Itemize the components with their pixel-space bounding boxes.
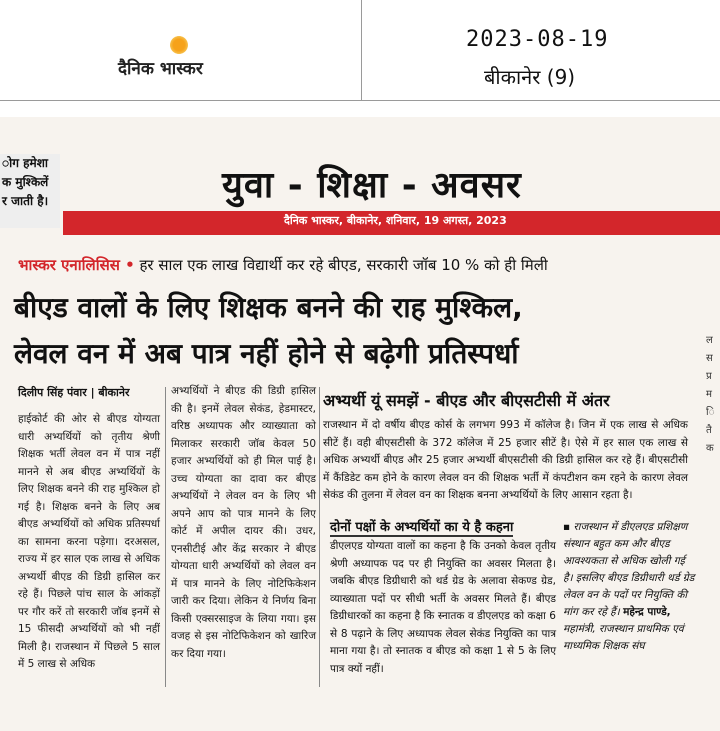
edition-page: बीकानेर (9) bbox=[484, 65, 576, 89]
page-header bbox=[0, 0, 720, 116]
right-edge-strip bbox=[706, 332, 720, 632]
header-divider bbox=[361, 0, 362, 100]
kicker-text: हर साल एक लाख विद्यार्थी कर रहे बीएड, सरकारी जॉब 10 % को ही मिली bbox=[139, 256, 548, 274]
news-clipping bbox=[0, 117, 720, 731]
box-body: डीएलएड योग्यता वालों का कहना है कि उनको केवल तृतीय श्रेणी अध्यापक पद पर ही नियुक्ति का अवसर मिलता है। जबकि बीएड डिग्रीधारी को थर्ड ग्रेड के अलावा सेकण्ड ग्रेड, व्याख्याता पदों पर सीधी भर्ती के अवसर मिलते हैं। बीएड डिग्रीधारकों का कहना है कि स्नातक व डीएलएड को कक्षा 6 से 8 पढ़ाने के लिए अध्यापक लेवल सेकंड नियुक्ति का पात्र माना गया है। तो स्नातक व बीएड को कक्षा 1 से 5 के लिए पात्र क्यों नहीं। bbox=[330, 540, 556, 675]
article-column-1: हाईकोर्ट की ओर से बीएड योग्यता धारी अभ्यर्थियों को तृतीय श्रेणी शिक्षक भर्ती लेवल वन में पात्र नहीं मानने से अब बीएड अभ्यर्थियों के लिए शिक्षक बनने की राह मुश्किल हो गई है। शिक्षक बनने के लिए अब बीएड अभ्यर्थियों को अधिक प्रतिस्पर्धा का सामना करना पड़ेगा। दरअसल, राज्य में हर साल एक लाख से अधिक अभ्यर्थी बीएड की डिग्री हासिल कर रहे हैं। पिछले पांच साल के आंकड़ों पर गौर करें तो सरकारी जॉब इनमें से 15 फीसदी अभ्यर्थियों को भी नहीं मिली है। राजस्थान में पिछले 5 साल में 5 लाख से अधिक bbox=[18, 413, 160, 670]
column-rule bbox=[319, 387, 320, 687]
quote-text: ▪ राजस्थान में डीएलएड प्रशिक्षण संस्थान बहुत कम और बीएड आवश्यकता से अधिक खोली गई है। इसलिए बीएड डिग्रीधारी थर्ड ग्रेड लेवल वन के पदों पर नियुक्ति की मांग कर रहे हैं। bbox=[563, 521, 695, 618]
strip-line: ि bbox=[706, 407, 715, 418]
section-title: युवा - शिक्षा - अवसर bbox=[222, 165, 522, 206]
quote-author: महेन्द्र पाण्डे, bbox=[623, 606, 671, 618]
article-column-2: अभ्यर्थियों ने बीएड की डिग्री हासिल की है। इनमें लेवल सेकंड, हेडमास्टर, वरिष्ठ अध्यापक और व्याख्याता को मिलाकर सरकारी जॉब केवल 50 हजार अभ्यर्थियों को ही मिल पाई है। उच्च योग्यता का दावा कर बीएड अभ्यर्थियों ने लेवल वन के लिए भी अपने आप को पात्र मानने के लिए कोर्ट में अपील दायर की। उधर, एनसीटीई और केंद्र सरकार ने बीएड योग्यता धारी अभ्यर्थियों को लेवल वन में पात्र मानने के लिए नोटिफिकेशन जारी कर दिया। लेकिन ये निर्णय बिना किसी एक्सरसाइज के लिया गया। इस वजह से इस नोटिफिकेशन को खारिज कर दिया गया। bbox=[171, 385, 316, 660]
strip-line: प्र bbox=[706, 371, 712, 382]
sidebar-title: अभ्यर्थी यूं समझें - बीएड और बीएसटीसी में अंतर bbox=[323, 391, 610, 410]
sidebar-body: राजस्थान में दो वर्षीय बीएड कोर्स के लगभग 993 में कॉलेज है। जिन में एक लाख से अधिक सीटें हैं। वही बीएसटीसी के 372 कॉलेज में 25 हजार सीटें है। ऐसे में हर साल एक लाख से अधिक अभ्यर्थी बीएड और 25 हजार अभ्यर्थी बीएसटीसी की डिग्री हासिल कर रहे हैं। बीएसटीसी में कैंडिडेट कम होने के कारण लेवल वन की शिक्षक भर्ती में कंपटीशन कम रहने के कारण लेवल सेकंड की तुलना में लेवल वन का शिक्षक बनना अभ्यर्थियों के लिए आसान रहता है। bbox=[323, 419, 688, 501]
adjacent-article-strip bbox=[0, 154, 60, 228]
strip-line: र जाती है। bbox=[2, 194, 49, 208]
strip-line: ल bbox=[706, 335, 713, 346]
strip-line: तै bbox=[706, 425, 712, 436]
dateline: दैनिक भास्कर, बीकानेर, शनिवार, 19 अगस्त, 2023 bbox=[284, 214, 507, 227]
box-title: दोनों पक्षों के अभ्यर्थियों का ये है कहना bbox=[330, 517, 513, 537]
headline bbox=[14, 285, 704, 377]
strip-line: स bbox=[706, 353, 713, 364]
strip-line: क मुश्किलें bbox=[2, 175, 49, 189]
header-rule bbox=[0, 100, 720, 101]
strip-line: ोग हमेशा bbox=[2, 156, 48, 170]
newspaper-logo: दैनिक भास्कर bbox=[118, 59, 203, 79]
pull-quote bbox=[563, 519, 697, 655]
logo-sun-icon bbox=[170, 36, 188, 54]
column-rule bbox=[165, 387, 166, 687]
kicker-label: भास्कर एनालिसिस • bbox=[18, 256, 135, 274]
headline-line: बीएड वालों के लिए शिक्षक बनने की राह मुश्किल, bbox=[14, 291, 523, 324]
headline-line: लेवल वन में अब पात्र नहीं होने से बढ़ेगी प्रतिस्पर्धा bbox=[14, 337, 519, 370]
issue-date: 2023-08-19 bbox=[466, 27, 609, 52]
kicker bbox=[18, 255, 548, 275]
author-byline: दिलीप सिंह पंवार | बीकानेर bbox=[18, 386, 130, 399]
quote-role: महामंत्री, राजस्थान प्राथमिक एवं माध्यमिक शिक्षक संघ bbox=[563, 623, 684, 652]
strip-line: म bbox=[706, 389, 712, 400]
strip-line: क bbox=[706, 443, 714, 454]
